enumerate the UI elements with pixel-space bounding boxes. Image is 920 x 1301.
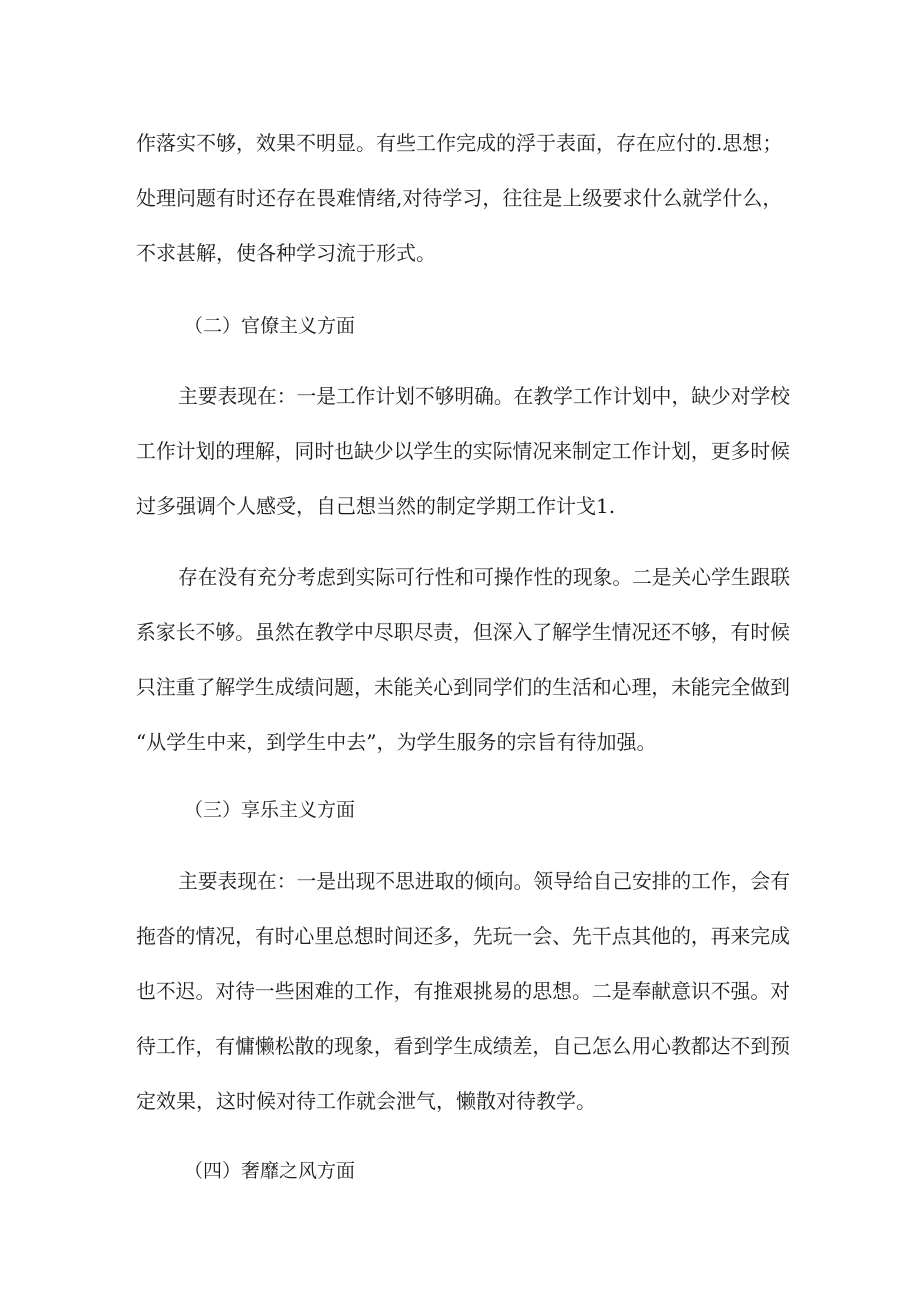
paragraph-2-line-1: 主要表现在：一是工作计划不够明确。在教学工作计划中，缺少对学校 (178, 384, 791, 408)
paragraph-2-line-2: 工作计划的理解，同时也缺少以学生的实际情况来制定工作计划，更多时候 (136, 439, 790, 463)
paragraph-4-line-4: 待工作，有慵懒松散的现象，看到学生成绩差，自己怎么用心教都达不到预 (136, 1034, 790, 1058)
paragraph-3-line-2: 系家长不够。虽然在教学中尽职尽责，但深入了解学生情况还不够，有时候 (136, 620, 790, 644)
section-heading-2: （二）官僚主义方面 (184, 315, 356, 337)
paragraph-3-line-4: “从学生中来，到学生中去”，为学生服务的宗旨有待加强。 (136, 730, 657, 754)
paragraph-4-line-2: 拖沓的情况，有时心里总想时间还多，先玩一会、先干点其他的，再来完成 (136, 924, 790, 948)
paragraph-4-line-1: 主要表现在：一是出现不思进取的倾向。领导给自己安排的工作，会有 (178, 869, 791, 893)
paragraph-1-line-1: 作落实不够，效果不明显。有些工作完成的浮于表面，存在应付的.思想； (136, 131, 783, 155)
paragraph-3-line-3: 只注重了解学生成绩问题，未能关心到同学们的生活和心理，未能完全做到 (136, 675, 790, 699)
paragraph-4-line-3: 也不迟。对待一些困难的工作，有推艰挑易的思想。二是奉献意识不强。对 (136, 979, 790, 1003)
paragraph-4-line-5: 定效果，这时候对待工作就会泄气，懒散对待教学。 (136, 1089, 596, 1113)
paragraph-3-line-1: 存在没有充分考虑到实际可行性和可操作性的现象。二是关心学生跟联 (178, 565, 791, 589)
paragraph-1-line-3: 不求甚解，使各种学习流于形式。 (136, 241, 436, 265)
section-heading-3: （三）享乐主义方面 (184, 799, 356, 821)
paragraph-2-line-3: 过多强调个人感受，自己想当然的制定学期工作计戈1. (136, 494, 616, 518)
paragraph-1-line-2: 处理问题有时还存在畏难情绪,对待学习，往往是上级要求什么就学什么， (136, 186, 783, 210)
section-heading-4: （四）奢靡之风方面 (184, 1160, 356, 1182)
